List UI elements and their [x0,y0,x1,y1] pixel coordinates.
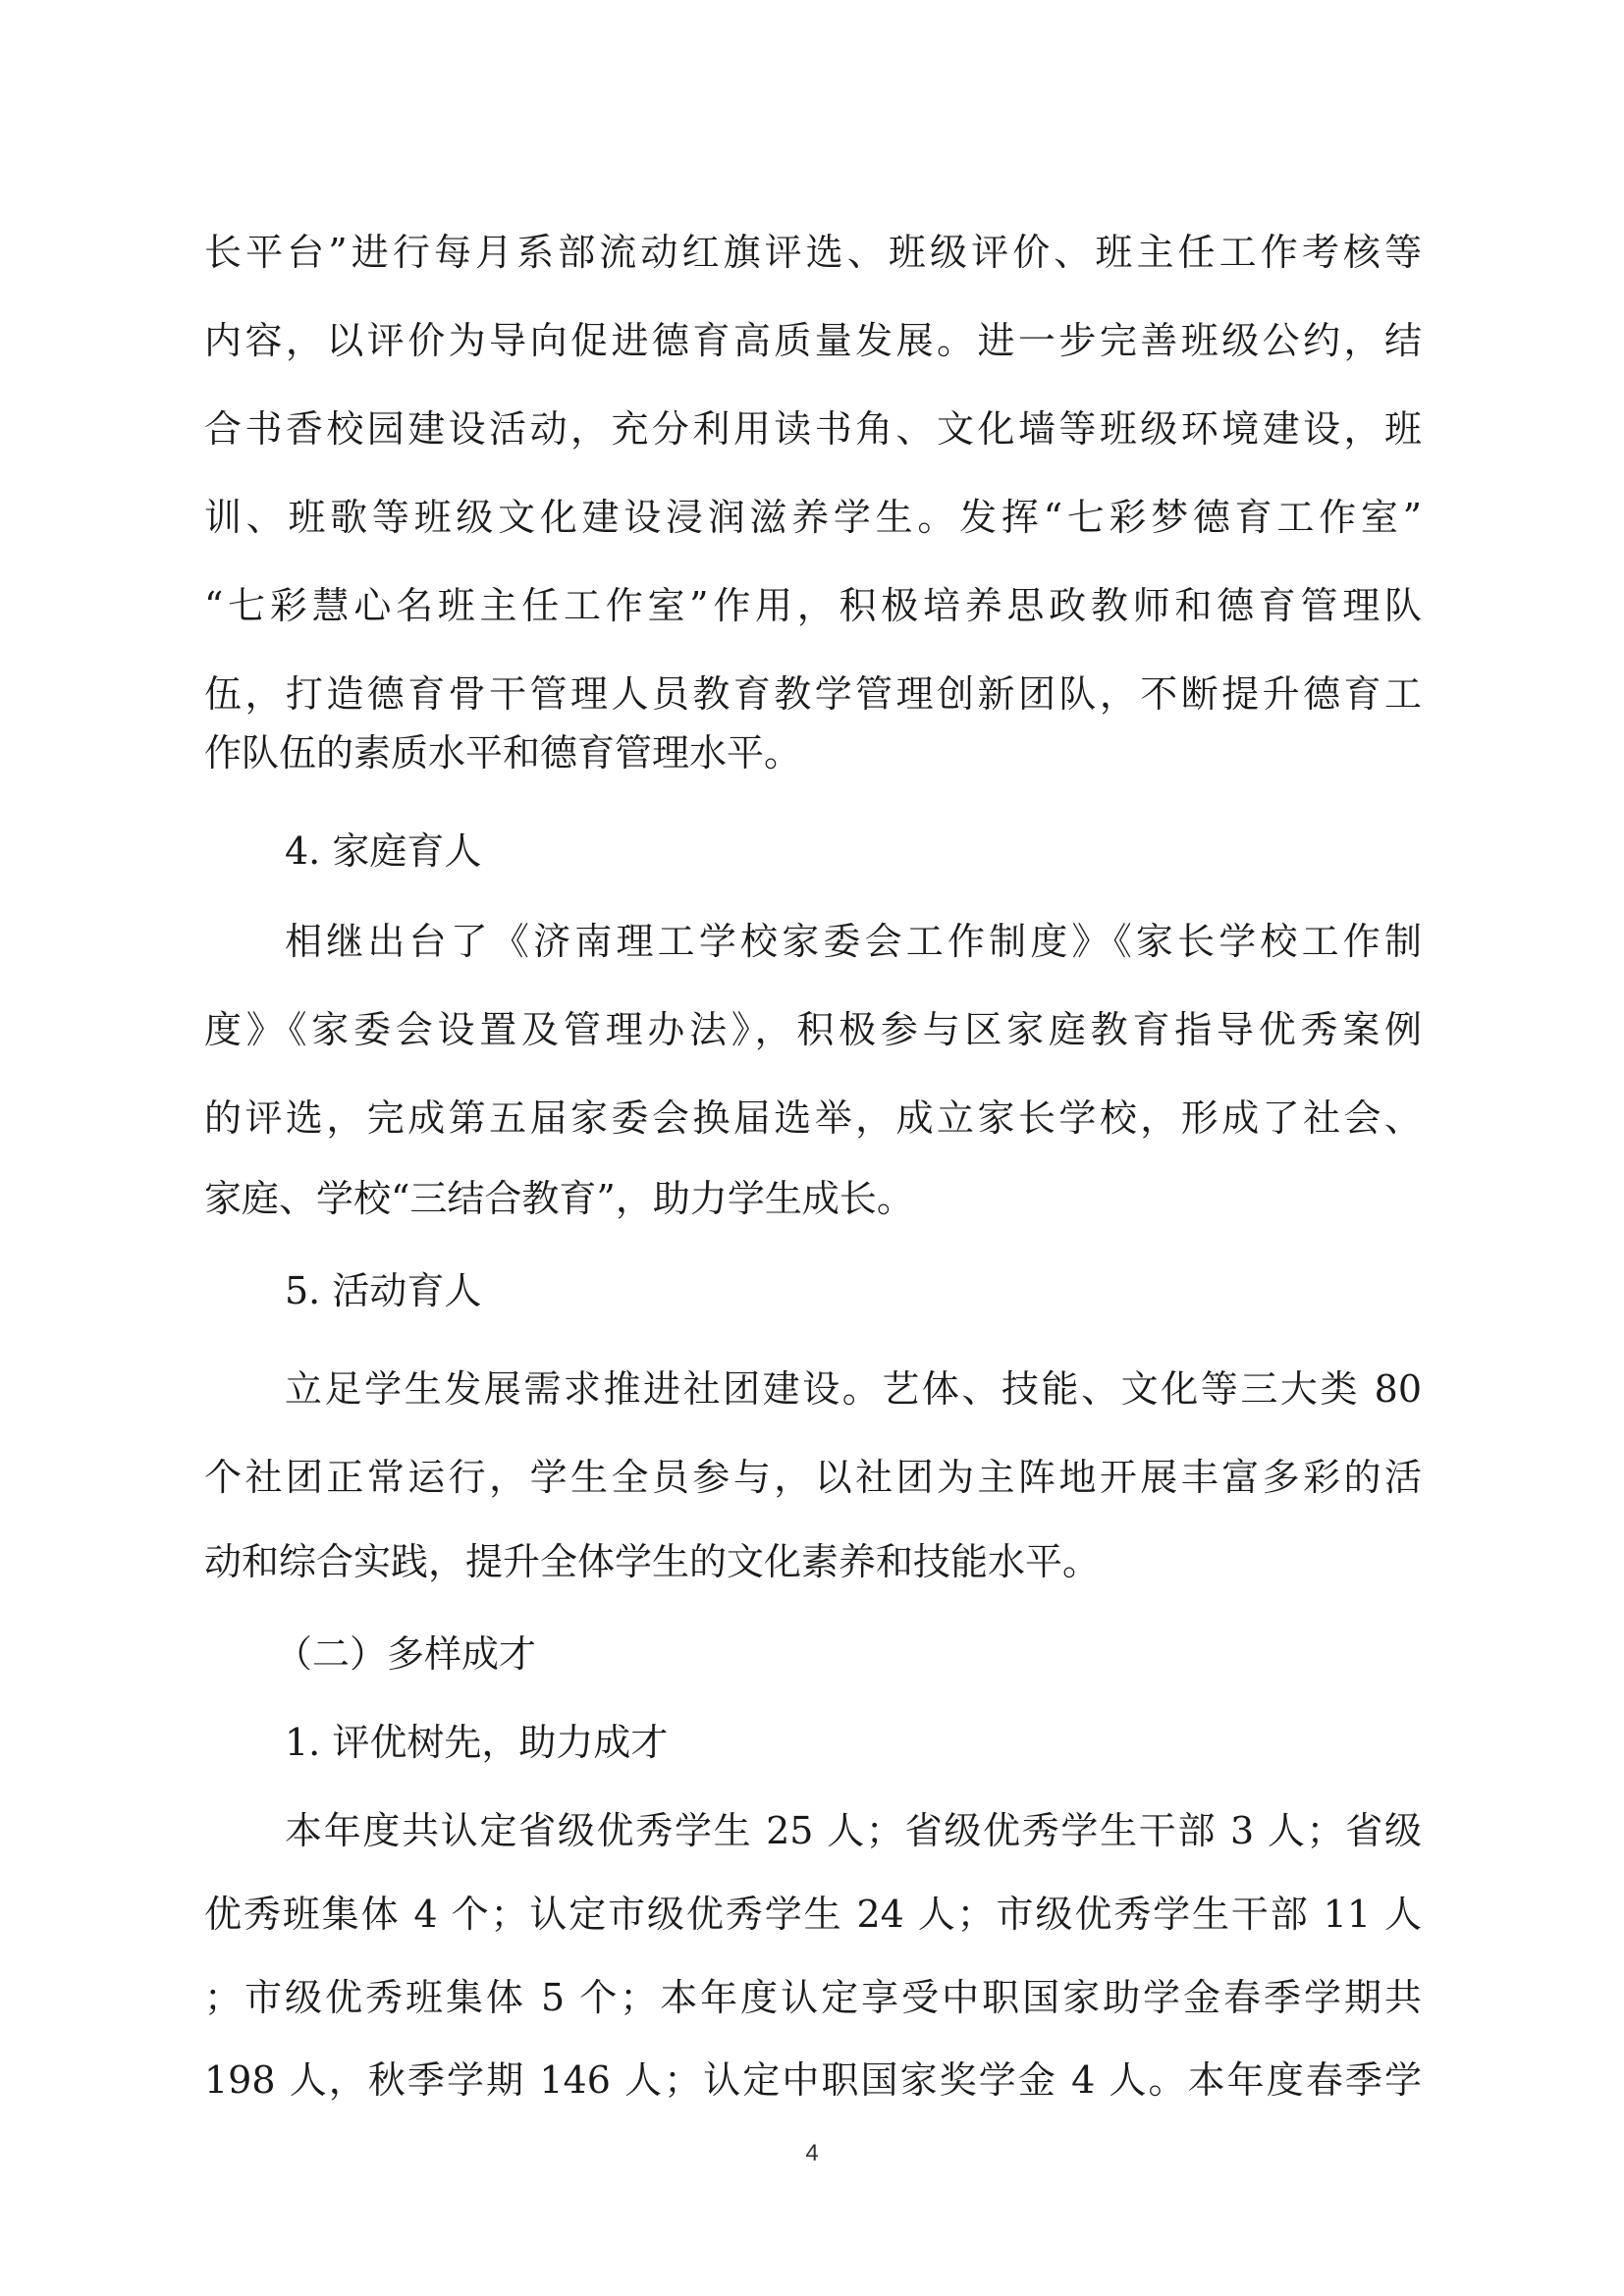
paragraph-line: 度》《家委会设置及管理办法》，积极参与区家庭教育指导优秀案例 [204,1008,1422,1051]
paragraph-line: 的评选，完成第五届家委会换届选举，成立家长学校，形成了社会、 [204,1096,1422,1140]
paragraph-line: 家庭、学校“三结合教育”，助力学生成长。 [204,1177,914,1220]
paragraph-line: 相继出台了《济南理工学校家委会工作制度》《家长学校工作制 [285,920,1422,963]
section-heading: 4. 家庭育人 [285,829,482,873]
paragraph-line: 合书香校园建设活动，充分利用读书角、文化墙等班级环境建设，班 [204,407,1422,451]
paragraph-line: 伍，打造德育骨干管理人员教育教学管理创新团队，不断提升德育工 [204,672,1422,716]
page-number: 4 [805,2140,819,2166]
section-heading: （二）多样成才 [275,1632,537,1676]
paragraph-line: 动和综合实践，提升全体学生的文化素养和技能水平。 [204,1540,1101,1583]
paragraph-line: 长平台”进行每月系部流动红旗评选、班级评价、班主任工作考核等 [204,231,1422,274]
paragraph-line: “七彩慧心名班主任工作室”作用，积极培养思政教师和德育管理队 [204,584,1422,627]
paragraph-line: ；市级优秀班集体 5 个；本年度认定享受中职国家助学金春季学期共 [204,1976,1422,2019]
paragraph-line: 立足学生发展需求推进社团建设。艺体、技能、文化等三大类 80 [285,1367,1422,1411]
paragraph-line: 本年度共认定省级优秀学生 25 人；省级优秀学生干部 3 人；省级 [285,1809,1422,1852]
paragraph-line: 内容，以评价为导向促进德育高质量发展。进一步完善班级公约，结 [204,319,1422,362]
paragraph-line: 个社团正常运行，学生全员参与，以社团为主阵地开展丰富多彩的活 [204,1456,1422,1499]
subsection-heading: 1. 评优树先，助力成才 [285,1721,669,1764]
section-heading: 5. 活动育人 [285,1269,482,1312]
paragraph-line: 训、班歌等班级文化建设浸润滋养学生。发挥“七彩梦德育工作室” [204,496,1422,539]
paragraph-line: 作队伍的素质水平和德育管理水平。 [204,731,802,774]
paragraph-line: 198 人，秋季学期 146 人；认定中职国家奖学金 4 人。本年度春季学 [204,2058,1422,2102]
paragraph-line: 优秀班集体 4 个；认定市级优秀学生 24 人；市级优秀学生干部 11 人 [204,1893,1422,1936]
